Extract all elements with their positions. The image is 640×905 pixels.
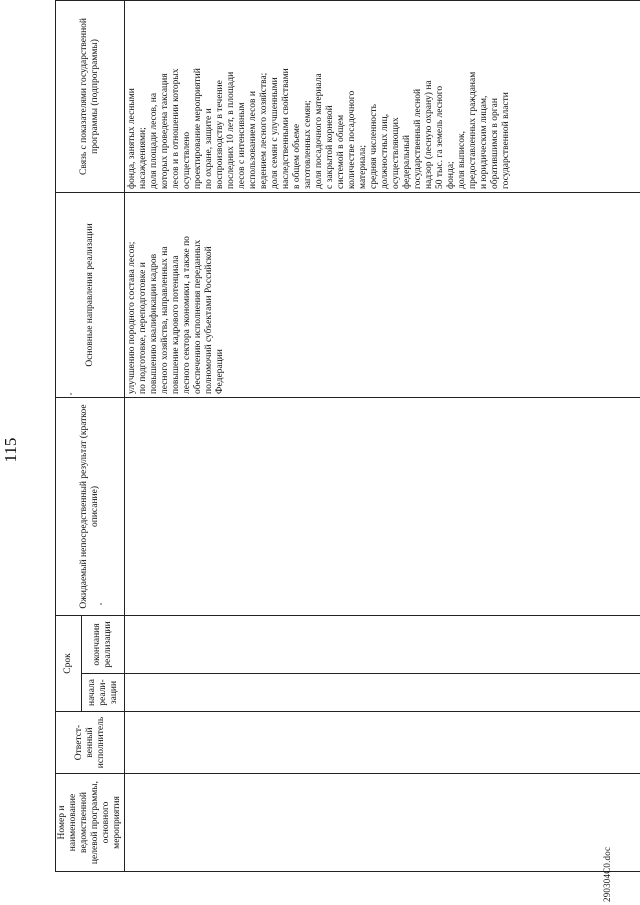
indicator-link-line: системой в общем xyxy=(336,114,346,189)
header-main-directions: Основные направления реализации xyxy=(56,192,125,397)
page-number: 115 xyxy=(1,437,20,463)
indicator-link-line: по охране, защите и xyxy=(204,108,214,189)
header-expected-result: Ожидаемый непосредственный результат (краткое описание) xyxy=(56,397,125,615)
scan-speck xyxy=(70,393,72,395)
indicator-link-line: фонда, занятых лесными xyxy=(127,88,137,189)
indicator-link-line: фонда; xyxy=(446,161,456,189)
scan-speck xyxy=(100,603,102,605)
header-responsible: Ответст-венный исполнитель xyxy=(56,712,125,774)
main-directions-line: по подготовке, переподготовке и xyxy=(138,262,148,394)
indicator-link-line: заготовленных семян; xyxy=(303,100,313,189)
indicator-link-line: с закрытой корневой xyxy=(325,105,335,189)
indicator-link-line: количестве посадочного xyxy=(347,90,357,189)
indicator-link-line: лесов с интенсивным xyxy=(237,102,247,189)
main-directions-line: повышение кадрового потенциала xyxy=(171,255,181,394)
indicator-link-line: ведением лесного хозяйства; xyxy=(259,72,269,189)
header-start: начала реали-зации xyxy=(82,674,125,712)
header-term: Срок xyxy=(56,615,82,711)
main-directions-line: лесного сектора экономики, а также по xyxy=(182,236,192,394)
indicator-link-line: государственный лесной xyxy=(413,88,423,189)
indicator-link-line: и юридическим лицам, xyxy=(479,95,489,189)
main-directions-line: улучшению породного состава лесов; xyxy=(127,241,137,394)
indicator-link-line: лесов и в отношении которых xyxy=(171,68,181,189)
document-code: 290304C0.doc xyxy=(602,846,612,902)
indicator-link-line: 50 тыс. га земель лесного xyxy=(435,85,445,189)
main-directions-line: Федерации xyxy=(215,349,225,394)
indicator-link-line: в общем объеме xyxy=(292,123,302,189)
cell-program-number xyxy=(125,774,640,872)
header-end: окончания реализации xyxy=(82,615,125,673)
indicator-link-line: осуществлено xyxy=(182,131,192,189)
indicator-link-line: использованием лесов и xyxy=(248,91,258,189)
main-directions-line: полномочий субъектами Российской xyxy=(204,246,214,394)
indicator-link-line: надзор (лесную охрану) на xyxy=(424,80,434,189)
cell-main-directions xyxy=(125,192,640,397)
indicator-link-line: материала; xyxy=(358,144,368,189)
indicator-link-line: доля семян с улучшенными xyxy=(270,77,280,189)
indicator-link-line: предоставленных гражданам xyxy=(468,71,478,189)
program-table xyxy=(55,0,640,872)
indicator-link-line: обратившимся в орган xyxy=(490,98,500,189)
header-indicator-link: Связь с показателями государственной программы (подпрограммы) xyxy=(56,0,125,192)
indicator-link-text xyxy=(127,4,512,189)
cell-start xyxy=(125,674,640,712)
cell-end xyxy=(125,615,640,673)
indicator-link-line: проектирование мероприятий xyxy=(193,68,203,189)
indicator-link-line: доля посадочного материала xyxy=(314,73,324,189)
indicator-link-line: которых проведена таксация xyxy=(160,73,170,189)
main-directions-line: обеспечению исполнения переданных xyxy=(193,239,203,394)
indicator-link-line: насаждениями; xyxy=(138,127,148,189)
indicator-link-line: доля площади лесов, на xyxy=(149,92,159,189)
main-directions-text xyxy=(127,196,226,394)
main-directions-line: лесного хозяйства, направленных на xyxy=(160,246,170,394)
cell-indicator-link xyxy=(125,0,640,192)
indicator-link-line: наследственными свойствами xyxy=(281,68,291,189)
indicator-link-line: осуществляющих xyxy=(391,117,401,189)
indicator-link-line: последних 10 лет, в площади xyxy=(226,71,236,189)
indicator-link-line: доля выписок, xyxy=(457,131,467,189)
indicator-link-line: федеральный xyxy=(402,135,412,189)
indicator-link-line: должностных лиц, xyxy=(380,113,390,189)
main-directions-line: повышению квалификации кадров xyxy=(149,253,159,394)
cell-responsible xyxy=(125,712,640,774)
header-program-number: Номер и наименование ведомственной целевой программы, основного мероприятия xyxy=(56,774,125,872)
indicator-link-line: средняя численность xyxy=(369,104,379,189)
indicator-link-line: воспроизводству в течение xyxy=(215,80,225,189)
indicator-link-line: государственной власти xyxy=(501,92,511,189)
cell-expected-result xyxy=(125,397,640,615)
